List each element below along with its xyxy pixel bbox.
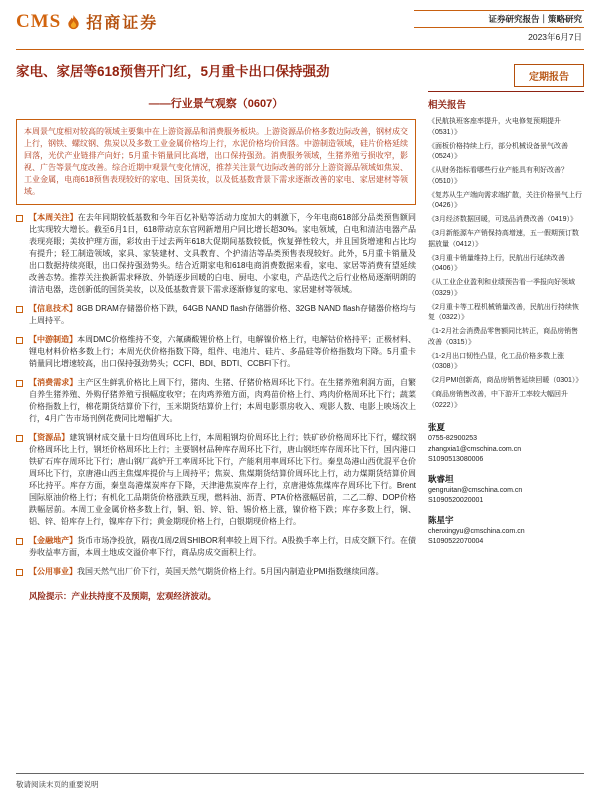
content-columns <box>0 87 600 602</box>
section-body: 货币市场净投放，隔夜/1周/2周SHIBOR利率较上周下行。A股换手率上行，日成交额下行。在债券收益率方面，本周土地成交溢价率下行，商品房成交面积上行。 <box>29 536 416 557</box>
related-report-item: 《面板价格持续上行，部分机械设备景气改善（0524）》 <box>428 142 568 160</box>
title-row <box>0 50 600 87</box>
section-body: 主产区生鲜乳价格比上周下行，猪肉、生猪、仔猪价格周环比下行。在生猪养殖利润方面，自繁自养生猪养殖、外购仔猪养殖亏损幅度收窄；在肉鸡养殖方面，肉鸡苗价格上行、鸡肉价格周环比下行；蔬菜价格指数上行，棉花期货结算价下行，玉米期货结算价上行；本周电影票房收入、观影人数、电影上映场次上行，4月广告市场刊例花费同比增幅扩大。 <box>29 378 417 423</box>
section-body: 在去年同期较低基数和今年百亿补贴等活动力度加大的刺激下，今年电商618部分品类预售额同比实现较大增长。截至6月1日，618带动京东官网新增用户同比增长超30%。家电领域，白电和清洁电器产品表现亮眼；美妆护理方面，彩妆由于过去两年618大促期间基数较低，恢复弹性较大，并且国货增速和占比均有提升；轻工制造领域，家具、家装建材、文具教育、个护清洁等品类预售表现较好。此外，5月重卡销量及出口数据持续亮眼，出口保持强劲势头。结合近期家电和618电商消费数据来看，家电、家居等消费有望延续改善态势。推荐关注换新需求释放、外销逐步回暖的白电、厨电、小家电，产品迭代之后行业格局逐渐明朗的清洁电器，迭创新低的国货美妆，以及低基数背景下需求逐渐修复的家电、家居建材等领域。 <box>29 213 417 294</box>
square-bullet-icon <box>16 337 23 344</box>
section-tag: 【消费需求】 <box>29 378 78 387</box>
author-cert: S1090522070004 <box>428 538 484 545</box>
page-title: 家电、家居等618预售开门红，5月重卡出口保持强劲 <box>16 64 330 79</box>
related-report-item: 《2月重卡等工程机械销量改善，民航出行持续恢复（0322）》 <box>428 303 579 321</box>
section-utilities <box>16 566 416 578</box>
report-date: 2023年6月7日 <box>528 32 582 42</box>
author-name: 张夏 <box>428 422 446 432</box>
header <box>0 0 600 47</box>
section-tag: 【公用事业】 <box>29 567 77 576</box>
author-cert: S1090513080006 <box>428 456 484 463</box>
related-report-item: 《复苏从生产端向需求端扩散，关注价格景气上行（0426）》 <box>428 191 582 209</box>
logo-chinese: 招商证券 <box>86 15 159 32</box>
page-footer <box>16 773 584 790</box>
related-report-item: 《3月新能源车产销保持高增速，五一假期预订数据放量（0412）》 <box>428 230 579 248</box>
author-email: zhangxia1@cmschina.com.cn <box>428 445 522 453</box>
square-bullet-icon <box>16 380 23 387</box>
section-midstream-mfg <box>16 334 416 370</box>
report-category-badge: 定期报告 <box>514 64 584 87</box>
related-report-item: 《从工业企业盈利和业绩预告看一季报向好领域（0329）》 <box>428 279 575 297</box>
series-subtitle: ——行业景气观察（0607） <box>148 98 284 110</box>
header-meta <box>414 10 584 43</box>
author-email: gengruitan@cmschina.com.cn <box>428 486 523 494</box>
related-report-item: 《1-2月社会消费品零售额同比转正，商品房销售改善（0315）》 <box>428 328 579 346</box>
author-email: chenxingyu@cmschina.com.cn <box>428 527 525 535</box>
section-tag: 【本周关注】 <box>29 213 78 222</box>
section-tag: 【信息技术】 <box>29 304 78 313</box>
sidebar <box>428 91 584 602</box>
square-bullet-icon <box>16 215 23 222</box>
author <box>428 421 584 466</box>
section-resources <box>16 432 416 528</box>
flame-icon <box>67 14 80 30</box>
author-name: 耿睿坦 <box>428 473 454 484</box>
section-body: 8GB DRAM存储器价格下跌，64GB NAND flash存储器价格、32GB NAND flash存储器价格均与上周持平。 <box>29 304 416 325</box>
main-column <box>16 91 416 602</box>
authors-block <box>428 421 584 548</box>
square-bullet-icon <box>16 538 23 545</box>
section-tag: 【中游制造】 <box>29 335 78 344</box>
footer-disclaimer: 敬请阅读末页的重要说明 <box>16 780 99 789</box>
cms-logo <box>16 10 158 33</box>
related-reports-title: 相关报告 <box>428 91 584 111</box>
square-bullet-icon <box>16 435 23 442</box>
square-bullet-icon <box>16 569 23 576</box>
section-tag: 【金融地产】 <box>29 536 78 545</box>
related-report-item: 《商品房销售改善，中下游开工率较大幅回升（0222）》 <box>428 391 568 409</box>
logo-text: CMS <box>16 10 62 32</box>
report-type-label: 证券研究报告｜策略研究 <box>414 10 584 28</box>
author <box>428 473 584 507</box>
related-report-item: 《2月PMI创新高，商品房销售延续回暖（0301）》 <box>428 377 583 384</box>
section-tag: 【资源品】 <box>29 433 70 442</box>
related-report-item: 《3月经济数据回暖，可选品消费改善（0419）》 <box>428 216 577 223</box>
related-report-item: 《3月重卡销量维持上行，民航出行延续改善（0406）》 <box>428 254 565 272</box>
badge-wrap <box>424 62 584 87</box>
section-consumer-demand <box>16 377 416 425</box>
section-weekly-focus <box>16 212 416 296</box>
author-phone: 0755-82900253 <box>428 435 478 442</box>
author <box>428 514 584 548</box>
square-bullet-icon <box>16 306 23 313</box>
section-body: 本周DMC价格维持不变，六氟磷酸锂价格上行，电解镍价格上行，电解钴价格持平；正极材料、锂电材料价格多数上行；本周光伏价格指数下降，组件、电池片、硅片、多晶硅等价格指数均下降。5月重卡销量同比增速较高，出口保持强劲势头；CCFI、BDI、BDTI、CCBFI下行。 <box>29 335 417 368</box>
related-report-item: 《民航执班客座率提升，火电修复预期提升（0531）》 <box>428 118 561 136</box>
related-reports-list <box>428 117 584 411</box>
summary-box: 本周景气度相对较高的领域主要集中在上游资源品和消费服务板块。上游资源品价格多数边际改善，钢材成交上行，钢铁、螺纹钢、焦炭以及多数工业金属价格均上行，水泥价格均价回落。中游制造领域，硅片价格延续回落，光伏产业链排产向好；5月重卡销量同比高增，出口保持强劲。消费服务领域，生猪养殖亏损收窄，影视、广告等景气度改善。综合近期中观景气变化情况，推荐关注景气边际改善的部分上游资源品领域如焦炭、工业金属，电商618预售表现较好的家电、国货美妆，以及低基数背景下需求逐渐改善的家电、家居建材等领域。 <box>16 119 416 205</box>
related-report-item: 《从财务指标看哪些行业产能具有利好改善？（0510）》 <box>428 167 568 185</box>
author-cert: S1090520020001 <box>428 497 484 504</box>
risk-warning: 风险提示：产业扶持度不及预期，宏观经济波动。 <box>29 591 217 601</box>
related-report-item: 《1-2月出口韧性凸显，化工品价格多数上涨（0308）》 <box>428 352 565 370</box>
author-name: 陈星宇 <box>428 514 454 525</box>
section-info-tech <box>16 303 416 327</box>
section-body: 我国天然气出厂价下行，英国天然气期货价格上行。5月国内制造业PMI指数继续回落。 <box>77 567 384 576</box>
section-finance-property <box>16 535 416 559</box>
section-body: 建筑钢材成交量十日均值周环比上行，本周粗钢均价周环比上行；铁矿砂价格周环比下行，螺纹钢价格周环比上行，钢坯价格周环比上行；主要钢材品种库存周环比下行，唐山钢坯库存周环比下行，国内港口铁矿石库存周环比下行；唐山钢厂高炉开工率周环比下行，产能利用率周环比下行。秦皇岛港山西优混平仓价周环比下行，京唐港山西主焦煤库提价与上周持平；焦炭、焦煤期货结算价周环比上行，动力煤期货结算价周环比持平。库存方面，秦皇岛港煤炭库存下降，天津港焦炭库存上行，京唐港炼焦煤库存周环比下行。Brent国际原油价格上行；有机化工品期货价格涨跌互现，燃料油、沥青、PTA价格涨幅居前，二乙二醇、DOP价格跌幅居前。本周工业金属价格多数上行，铜、铝、锌、铅、锡价格上涨，镍价格下跌；库存多数上行，铜、铝、锌、铅库存上行，镍库存下行；黄金期现价格上行，白银期现价格上行。 <box>29 433 417 526</box>
